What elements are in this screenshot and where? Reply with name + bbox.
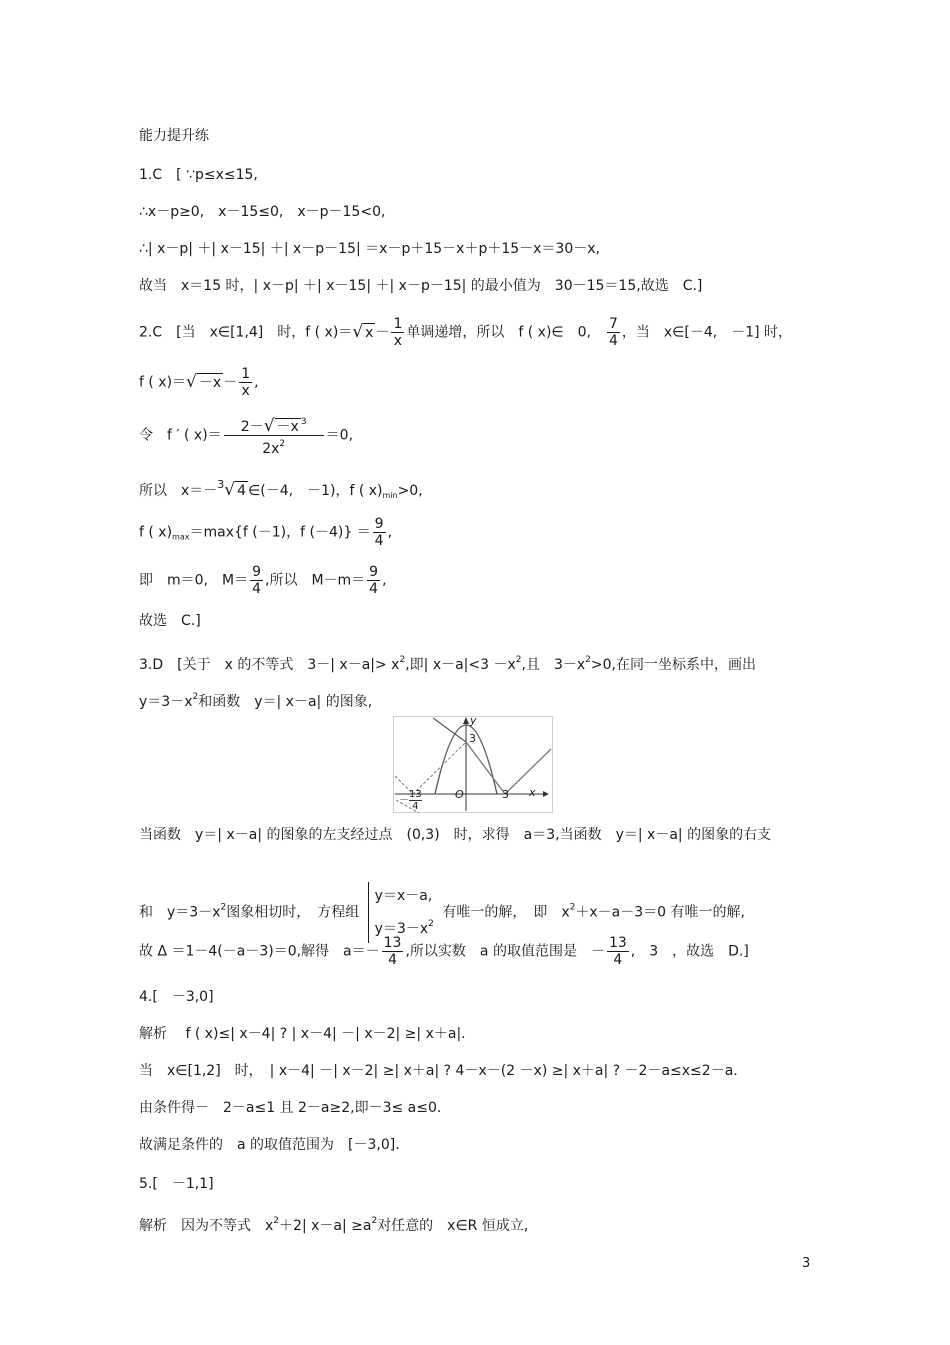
p2-line2: f ( x)＝√ －x － $\frac{1}{x}$ , <box>139 366 259 399</box>
fraction: $\frac{2-√ -x ^3}{2x^2}$ <box>224 414 324 457</box>
fraction: $\frac{7}{4}$ <box>608 316 618 349</box>
p3-line2: $y=3-x^2$和函数 y＝| x－a| 的图象, <box>139 692 373 710</box>
fraction: $\frac{13}{4}$ <box>383 935 402 968</box>
function-graph <box>393 716 553 817</box>
p2-line5: f ( $x)_{max}=\max\{f$ (－1)，f (－4)} ＝ $\frac{9}{4}$ , <box>139 516 393 549</box>
fraction: $\frac{13}{4}$ <box>608 935 627 968</box>
x-axis-arrow <box>543 791 549 797</box>
p2-line6: 即 m＝0, M＝ $\frac{9}{4}$ ,所以 M－m＝ $\frac{9}{4}$ , <box>139 564 387 597</box>
p1-line3: ∴| x－p| ＋| x－15| ＋| x－p－15| ＝x－p＋15－x＋p＋15－x＝30－x, <box>139 241 600 257</box>
fraction: $\frac{1}{x}$ <box>241 366 251 399</box>
p1-line2: ∴x－p≥0, x－15≤0, x－p－15<0, <box>139 204 386 220</box>
p5-line1: 5.[ －1,1] <box>139 1176 214 1192</box>
equation-system: y＝x－a, $y=3-x^2$ <box>368 882 434 943</box>
p2-line7: 故选 C.] <box>139 613 201 629</box>
graph-tick-3-x: 3 <box>502 788 509 801</box>
graph-tick-3-y: 3 <box>469 732 476 745</box>
p4-line2: 解析 f ( x)≤| x－4| ? | x－4| －| x－2| ≥| x＋a|. <box>139 1026 466 1042</box>
p3-line3: 当函数 y＝| x－a| 的图象的左支经过点 (0,3) 时，求得 a＝3,当函数 y＝| x－a| 的图象的右支 <box>139 827 772 843</box>
p2-line4: 所以 x＝－$^3$√ 4 ∈(－4, －1)，f ( $x)_{min}>0$, <box>139 478 423 500</box>
p5-line2: 解析 因为不等式 $x^2+2|$ $x-a| \ge a^2$对任意的 x∈R 恒成立, <box>139 1216 529 1234</box>
p1-line1: 1.C [ ∵p≤x≤15, <box>139 167 258 183</box>
p2-line3: 令 f ′ ( x)＝ $\frac{2-√ -x ^3}{2x^2}$ ＝0, <box>139 416 354 457</box>
p2-line1: 2.C [当 x∈[1,4] 时，f ( x)＝√ x － $\frac{1}{x}$ 单调递增，所以 f ( x)∈ 0, $\frac{7}{4}$ ，当 x∈[－4, －1] 时， <box>139 316 793 349</box>
fraction: $\frac{9}{4}$ <box>252 564 261 597</box>
v-left-branch <box>433 718 466 742</box>
p3-line5: 故 Δ ＝1－4(－a－3)＝0,解得 a＝－ $\frac{13}{4}$ ,所以实数 a 的取值范围是 － $\frac{13}{4}$ , 3 ，故选 D.] <box>139 935 749 968</box>
v-solid <box>466 742 551 794</box>
graph-y-label: y <box>470 714 477 727</box>
page-number: 3 <box>802 1256 811 1271</box>
p3-line1: 3.D [关于 x 的不等式 3－| $x-a|> x^2$,即| $x-a|<3 -x^2$,且 $3-x^2>0$,在同一坐标系中，画出 <box>139 655 756 673</box>
graph-tick-neg: － $\frac{13}{4}$ <box>399 789 422 812</box>
p4-line5: 故满足条件的 a 的取值范围为 [－3,0]. <box>139 1137 400 1153</box>
p4-line3: 当 x∈[1,2] 时， | x－4| －| x－2| ≥| x＋a| ? 4－x－(2 －x) ≥| x＋a| ? －2－a≤x≤2－a. <box>139 1063 738 1079</box>
section-title: 能力提升练 <box>139 128 209 144</box>
graph-x-label: x <box>529 786 536 799</box>
fraction: $\frac{9}{4}$ <box>369 564 379 597</box>
fraction: $\frac{9}{4}$ <box>374 516 384 549</box>
v-dashed <box>395 742 466 794</box>
y-axis-arrow <box>463 717 469 724</box>
p1-line4: 故当 x＝15 时，| x－p| ＋| x－15| ＋| x－p－15| 的最小值为 30－15＝15,故选 C.] <box>139 278 703 294</box>
fraction: $\frac{1}{x}$ <box>393 316 403 349</box>
p4-line1: 4.[ －3,0] <box>139 989 214 1005</box>
p4-line4: 由条件得－ 2－a≤1 且 2－a≥2,即－3≤ a≤0. <box>139 1100 442 1116</box>
graph-origin: O <box>455 788 464 801</box>
p3-line4: 和 $y=3-x^2$图象相切时， 方程组 y＝x－a, $y=3-x^2$ 有唯一的解， 即 $x^2+x-a-3=0$ 有唯一的解, <box>139 882 745 943</box>
